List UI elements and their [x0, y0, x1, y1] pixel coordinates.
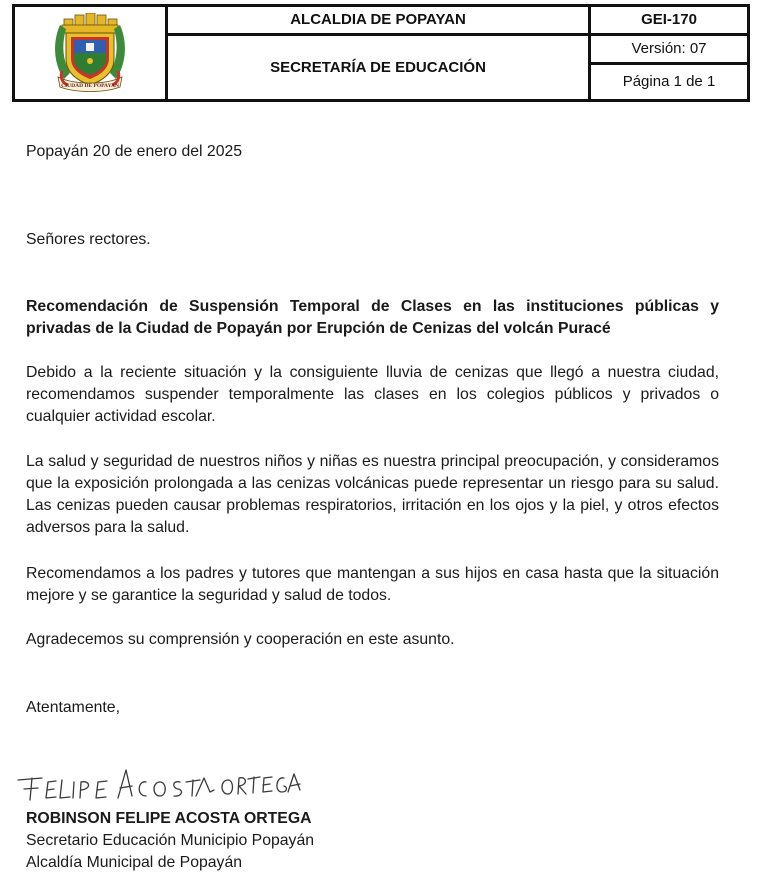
signer-office: Alcaldía Municipal de Popayán: [26, 854, 243, 871]
document-header: [12, 4, 750, 102]
signer-name: ROBINSON FELIPE ACOSTA ORTEGA: [26, 810, 312, 827]
crest-cell: [14, 6, 167, 101]
body-paragraph-3: Recomendamos a los padres y tutores que mantengan a sus hijos en casa hasta que la situación mejore y se garantice la seguridad y salud de todos.: [26, 565, 719, 604]
body-paragraph-4: Agradecemos su comprensión y cooperación en este asunto.: [26, 631, 455, 648]
popayan-crest-icon: [50, 13, 130, 93]
closing: Atentamente,: [26, 699, 120, 716]
handwritten-signature: [14, 762, 304, 806]
document-version: Versión: 07: [590, 34, 749, 63]
letter-date: Popayán 20 de enero del 2025: [26, 143, 243, 160]
salutation: Señores rectores.: [26, 231, 151, 248]
signer-role: Secretario Educación Municipio Popayán: [26, 832, 315, 849]
org-name: ALCALDIA DE POPAYAN: [167, 6, 590, 35]
department-name: SECRETARÍA DE EDUCACIÓN: [167, 34, 590, 100]
document-code: GEI-170: [590, 6, 749, 35]
page-number: Página 1 de 1: [590, 63, 749, 100]
letter-subject: Recomendación de Suspensión Temporal de Clases en las instituciones públicas y privadas de la Ciudad de Popayán por Erupción de Cenizas del volcán Puracé: [26, 298, 719, 337]
body-paragraph-2: La salud y seguridad de nuestros niños y niñas es nuestra principal preocupación, y consideramos que la exposición prolongada a las cenizas volcánicas puede representar un riesgo para su salud. Las cenizas pueden causar problemas respiratorios, irritación en los ojos y la piel, y otros efectos adversos para la salud.: [26, 453, 719, 536]
crest-banner-text: CIUDAD DE POPAYAN: [61, 83, 119, 89]
body-paragraph-1: Debido a la reciente situación y la consiguiente lluvia de cenizas que llegó a nuestra ciudad, recomendamos suspender temporalmente las clases en los colegios públicos y privados o cualquier actividad escolar.: [26, 364, 719, 425]
